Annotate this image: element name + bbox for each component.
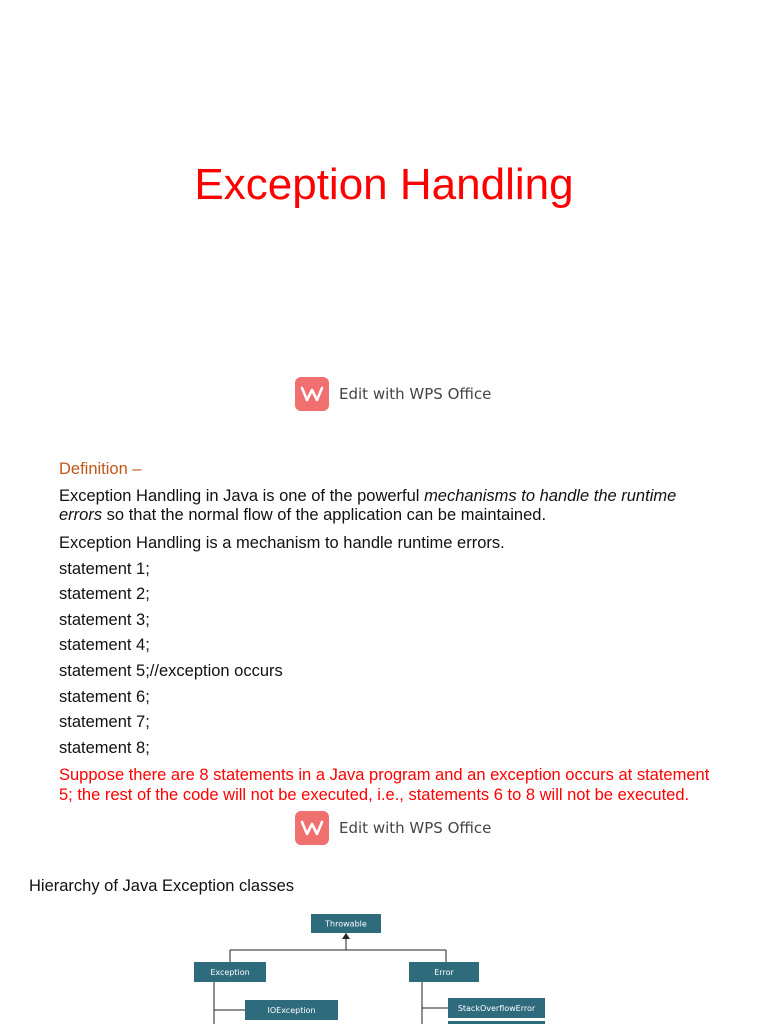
statement-line: statement 4; bbox=[59, 636, 150, 655]
wps-watermark-text: Edit with WPS Office bbox=[339, 385, 492, 403]
statement-line: statement 2; bbox=[59, 585, 150, 604]
mechanism-sentence: Exception Handling is a mechanism to handle runtime errors. bbox=[59, 534, 505, 552]
hierarchy-title: Hierarchy of Java Exception classes bbox=[29, 877, 295, 895]
arrow-head-icon bbox=[342, 933, 350, 939]
node-exception bbox=[194, 962, 266, 982]
statement-line: statement 8; bbox=[59, 738, 150, 757]
node-error bbox=[409, 962, 479, 982]
svg-text:Exception: Exception bbox=[210, 968, 250, 977]
node-stackoverflowerror bbox=[448, 998, 545, 1018]
execution-note: Suppose there are 8 statements in a Java program and an exception occurs at statement 5; the rest of the code will not be executed, i.e., statements 6 to 8 will not be executed. bbox=[59, 766, 710, 805]
node-throwable bbox=[311, 914, 381, 933]
hierarchy-diagram bbox=[0, 905, 768, 1024]
statement-line: statement 6; bbox=[59, 687, 150, 706]
svg-text:IOException: IOException bbox=[267, 1006, 316, 1015]
definition-emphasis: mechanisms to handle the runtime errors bbox=[59, 487, 677, 524]
definition-paragraph bbox=[59, 487, 719, 525]
wps-office-logo-icon bbox=[295, 811, 329, 845]
node-ioexception bbox=[245, 1000, 338, 1020]
page-title: Exception Handling bbox=[194, 160, 574, 209]
svg-text:StackOverflowError: StackOverflowError bbox=[457, 1004, 536, 1013]
wps-watermark-text: Edit with WPS Office bbox=[339, 819, 492, 837]
statement-line: statement 7; bbox=[59, 713, 150, 732]
wps-watermark[interactable] bbox=[295, 811, 491, 845]
definition-term: Exception Handling in Java bbox=[59, 487, 259, 505]
definition-section bbox=[59, 460, 719, 805]
definition-text-2: so that the normal flow of the application can be maintained. bbox=[102, 506, 547, 524]
statement-line: statement 3; bbox=[59, 610, 150, 629]
svg-text:Error: Error bbox=[434, 968, 454, 977]
definition-text-1: is one of the powerful bbox=[258, 487, 425, 505]
wps-office-logo-icon bbox=[295, 377, 329, 411]
statement-line: statement 1; bbox=[59, 559, 150, 578]
statement-line: statement 5;//exception occurs bbox=[59, 661, 283, 680]
definition-heading: Definition – bbox=[59, 460, 142, 478]
wps-watermark[interactable] bbox=[295, 377, 491, 411]
svg-text:Throwable: Throwable bbox=[325, 919, 367, 929]
